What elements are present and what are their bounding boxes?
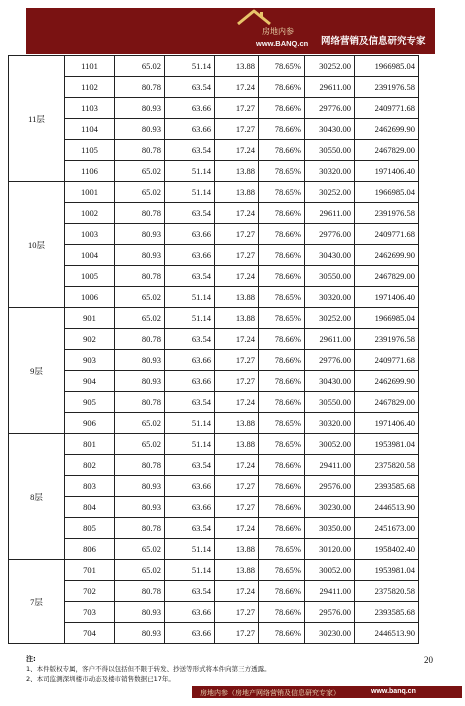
table-cell: 78.66% (259, 623, 305, 644)
table-row (9, 308, 419, 329)
floor-label: 8层 (9, 434, 65, 560)
table-cell: 2467829.00 (355, 392, 419, 413)
unit-number: 701 (65, 560, 115, 581)
table-cell: 13.88 (215, 413, 259, 434)
table-cell: 2462699.90 (355, 245, 419, 266)
table-cell: 29776.00 (305, 224, 355, 245)
unit-number: 903 (65, 350, 115, 371)
table-row (9, 266, 419, 287)
table-cell: 30350.00 (305, 518, 355, 539)
table-cell: 78.65% (259, 413, 305, 434)
units-table (8, 55, 419, 644)
table-cell: 63.54 (165, 392, 215, 413)
table-cell: 13.88 (215, 434, 259, 455)
table-cell: 30320.00 (305, 287, 355, 308)
unit-number: 1001 (65, 182, 115, 203)
table-cell: 63.54 (165, 77, 215, 98)
unit-number: 702 (65, 581, 115, 602)
table-cell: 63.54 (165, 329, 215, 350)
table-cell: 30252.00 (305, 56, 355, 77)
table-cell: 65.02 (115, 161, 165, 182)
table-cell: 80.78 (115, 77, 165, 98)
table-cell: 63.54 (165, 455, 215, 476)
unit-number: 905 (65, 392, 115, 413)
table-cell: 51.14 (165, 434, 215, 455)
table-cell: 13.88 (215, 308, 259, 329)
table-cell: 30252.00 (305, 182, 355, 203)
table-cell: 17.27 (215, 119, 259, 140)
unit-number: 902 (65, 329, 115, 350)
table-cell: 2393585.68 (355, 602, 419, 623)
table-cell: 30430.00 (305, 371, 355, 392)
table-cell: 29776.00 (305, 350, 355, 371)
table-cell: 51.14 (165, 560, 215, 581)
unit-number: 805 (65, 518, 115, 539)
table-cell: 78.66% (259, 77, 305, 98)
floor-label: 9层 (9, 308, 65, 434)
table-cell: 65.02 (115, 560, 165, 581)
table-cell: 17.27 (215, 602, 259, 623)
table-row (9, 98, 419, 119)
table-row (9, 56, 419, 77)
table-cell: 78.66% (259, 119, 305, 140)
table-cell: 63.66 (165, 476, 215, 497)
table-cell: 78.66% (259, 266, 305, 287)
table-cell: 1966985.04 (355, 308, 419, 329)
table-cell: 1966985.04 (355, 182, 419, 203)
table-cell: 78.65% (259, 434, 305, 455)
table-cell: 30430.00 (305, 119, 355, 140)
table-cell: 51.14 (165, 413, 215, 434)
table-cell: 30052.00 (305, 434, 355, 455)
table-cell: 63.66 (165, 497, 215, 518)
table-cell: 78.66% (259, 245, 305, 266)
table-cell: 78.65% (259, 56, 305, 77)
unit-number: 1003 (65, 224, 115, 245)
table-cell: 65.02 (115, 56, 165, 77)
table-cell: 1971406.40 (355, 161, 419, 182)
table-cell: 17.27 (215, 98, 259, 119)
table-cell: 2446513.90 (355, 497, 419, 518)
table-cell: 78.65% (259, 182, 305, 203)
table-cell: 78.65% (259, 287, 305, 308)
table-cell: 30052.00 (305, 560, 355, 581)
table-cell: 63.54 (165, 266, 215, 287)
table-cell: 17.27 (215, 497, 259, 518)
unit-number: 804 (65, 497, 115, 518)
table-row (9, 203, 419, 224)
unit-number: 1103 (65, 98, 115, 119)
table-cell: 80.93 (115, 623, 165, 644)
table-cell: 78.66% (259, 98, 305, 119)
table-cell: 13.88 (215, 182, 259, 203)
table-cell: 17.27 (215, 245, 259, 266)
table-cell: 29576.00 (305, 476, 355, 497)
table-row (9, 245, 419, 266)
notes-label: 注: (26, 655, 36, 663)
table-cell: 65.02 (115, 413, 165, 434)
table-cell: 80.78 (115, 455, 165, 476)
table-row (9, 581, 419, 602)
table-cell: 51.14 (165, 287, 215, 308)
floor-label: 10层 (9, 182, 65, 308)
floor-label: 7层 (9, 560, 65, 644)
table-cell: 63.54 (165, 203, 215, 224)
table-cell: 17.24 (215, 392, 259, 413)
table-cell: 17.27 (215, 476, 259, 497)
table-cell: 65.02 (115, 182, 165, 203)
table-cell: 13.88 (215, 161, 259, 182)
page-number: 20 (424, 655, 433, 665)
unit-number: 906 (65, 413, 115, 434)
table-cell: 17.27 (215, 224, 259, 245)
table-cell: 78.66% (259, 392, 305, 413)
table-row (9, 560, 419, 581)
unit-number: 802 (65, 455, 115, 476)
table-cell: 80.93 (115, 497, 165, 518)
table-cell: 78.66% (259, 497, 305, 518)
table-cell: 17.24 (215, 266, 259, 287)
table-cell: 2393585.68 (355, 476, 419, 497)
table-cell: 2391976.58 (355, 77, 419, 98)
unit-number: 704 (65, 623, 115, 644)
table-cell: 2462699.90 (355, 371, 419, 392)
table-cell: 2446513.90 (355, 623, 419, 644)
unit-number: 1006 (65, 287, 115, 308)
table-cell: 29611.00 (305, 329, 355, 350)
table-cell: 2467829.00 (355, 266, 419, 287)
table-cell: 30252.00 (305, 308, 355, 329)
unit-number: 1002 (65, 203, 115, 224)
table-cell: 30320.00 (305, 413, 355, 434)
table-cell: 63.54 (165, 140, 215, 161)
table-cell: 30430.00 (305, 245, 355, 266)
table-cell: 13.88 (215, 539, 259, 560)
notes (26, 654, 418, 684)
table-cell: 30550.00 (305, 392, 355, 413)
table-cell: 80.93 (115, 476, 165, 497)
table-row (9, 518, 419, 539)
table-cell: 2391976.58 (355, 329, 419, 350)
table-cell: 78.65% (259, 161, 305, 182)
table-cell: 80.78 (115, 266, 165, 287)
table-cell: 17.24 (215, 581, 259, 602)
table-cell: 63.66 (165, 602, 215, 623)
table-cell: 78.65% (259, 539, 305, 560)
table-cell: 80.78 (115, 203, 165, 224)
house-roof-icon (236, 8, 272, 28)
unit-number: 1104 (65, 119, 115, 140)
table-row (9, 329, 419, 350)
table-cell: 78.66% (259, 224, 305, 245)
table-cell: 63.66 (165, 245, 215, 266)
unit-number: 1105 (65, 140, 115, 161)
table-cell: 13.88 (215, 287, 259, 308)
table-row (9, 476, 419, 497)
table-cell: 2409771.68 (355, 224, 419, 245)
table-row (9, 371, 419, 392)
table-cell: 51.14 (165, 539, 215, 560)
table-cell: 51.14 (165, 56, 215, 77)
table-cell: 17.24 (215, 518, 259, 539)
table-cell: 2375820.58 (355, 581, 419, 602)
table-cell: 2462699.90 (355, 119, 419, 140)
table-cell: 1958402.40 (355, 539, 419, 560)
table-row (9, 119, 419, 140)
table-cell: 63.66 (165, 98, 215, 119)
footer-text: 房地内参（房地产网络营销及信息研究专家） (200, 689, 340, 697)
table-cell: 29411.00 (305, 581, 355, 602)
header-banner (26, 8, 435, 54)
logo-text: 房地内参 (262, 27, 294, 36)
table-cell: 65.02 (115, 287, 165, 308)
note-item-1: 1、本件版权专属，客户不得以包括但不限于转发、抄送等形式将本件向第三方透露。 (26, 665, 271, 673)
table-cell: 63.66 (165, 224, 215, 245)
header-title: 网络营销及信息研究专家 (321, 36, 426, 47)
table-cell: 63.66 (165, 371, 215, 392)
table-cell: 65.02 (115, 308, 165, 329)
unit-number: 901 (65, 308, 115, 329)
table-cell: 78.65% (259, 308, 305, 329)
table-cell: 63.54 (165, 581, 215, 602)
table-cell: 80.93 (115, 98, 165, 119)
unit-number: 904 (65, 371, 115, 392)
table-row (9, 224, 419, 245)
table-cell: 1953981.04 (355, 560, 419, 581)
table-cell: 30230.00 (305, 497, 355, 518)
table-cell: 78.66% (259, 203, 305, 224)
table-cell: 29576.00 (305, 602, 355, 623)
footer-url: www.banq.cn (371, 688, 416, 695)
table-row (9, 623, 419, 644)
table-cell: 1971406.40 (355, 413, 419, 434)
table-cell: 29611.00 (305, 203, 355, 224)
table-cell: 78.66% (259, 350, 305, 371)
unit-number: 703 (65, 602, 115, 623)
table-row (9, 434, 419, 455)
table-cell: 29776.00 (305, 98, 355, 119)
unit-number: 803 (65, 476, 115, 497)
table-cell: 51.14 (165, 308, 215, 329)
table-cell: 80.78 (115, 392, 165, 413)
table-cell: 17.24 (215, 203, 259, 224)
table-cell: 78.66% (259, 581, 305, 602)
unit-number: 1005 (65, 266, 115, 287)
table-cell: 1953981.04 (355, 434, 419, 455)
table-row (9, 602, 419, 623)
table-cell: 17.27 (215, 623, 259, 644)
table-cell: 80.93 (115, 224, 165, 245)
table-cell: 65.02 (115, 539, 165, 560)
table-cell: 65.02 (115, 434, 165, 455)
table-cell: 80.93 (115, 350, 165, 371)
table-cell: 30230.00 (305, 623, 355, 644)
table-cell: 80.78 (115, 329, 165, 350)
table-cell: 13.88 (215, 560, 259, 581)
table-cell: 63.54 (165, 518, 215, 539)
table-cell: 80.93 (115, 602, 165, 623)
table-row (9, 161, 419, 182)
table-cell: 80.78 (115, 581, 165, 602)
table-cell: 78.65% (259, 560, 305, 581)
table-cell: 78.66% (259, 518, 305, 539)
table-cell: 29411.00 (305, 455, 355, 476)
table-cell: 80.78 (115, 140, 165, 161)
table-cell: 51.14 (165, 161, 215, 182)
table-cell: 13.88 (215, 56, 259, 77)
table-cell: 78.66% (259, 371, 305, 392)
table-cell: 63.66 (165, 623, 215, 644)
table-row (9, 539, 419, 560)
table-cell: 78.66% (259, 602, 305, 623)
table-cell: 2451673.00 (355, 518, 419, 539)
table-cell: 80.93 (115, 119, 165, 140)
table-cell: 17.24 (215, 455, 259, 476)
floor-label: 11层 (9, 56, 65, 182)
unit-number: 1106 (65, 161, 115, 182)
table-row (9, 77, 419, 98)
table-row (9, 392, 419, 413)
table-row (9, 413, 419, 434)
unit-number: 801 (65, 434, 115, 455)
unit-number: 1004 (65, 245, 115, 266)
table-cell: 78.66% (259, 476, 305, 497)
unit-number: 1101 (65, 56, 115, 77)
table-cell: 63.66 (165, 350, 215, 371)
table-cell: 17.24 (215, 329, 259, 350)
table-cell: 78.66% (259, 329, 305, 350)
table-row (9, 287, 419, 308)
table-row (9, 497, 419, 518)
table-cell: 1966985.04 (355, 56, 419, 77)
table-cell: 51.14 (165, 182, 215, 203)
table-row (9, 140, 419, 161)
logo-url: www.BANQ.cn (256, 39, 309, 48)
unit-number: 1102 (65, 77, 115, 98)
table-cell: 63.66 (165, 119, 215, 140)
table-cell: 17.24 (215, 140, 259, 161)
unit-number: 806 (65, 539, 115, 560)
table-cell: 17.24 (215, 77, 259, 98)
table-cell: 29611.00 (305, 77, 355, 98)
table-row (9, 182, 419, 203)
table-cell: 80.78 (115, 518, 165, 539)
table-cell: 17.27 (215, 371, 259, 392)
table-cell: 2409771.68 (355, 350, 419, 371)
note-item-2: 2、本司监测深圳楼市动态及楼市销售数据已17年。 (26, 675, 175, 683)
table-cell: 30320.00 (305, 161, 355, 182)
table-cell: 30550.00 (305, 266, 355, 287)
table-cell: 78.66% (259, 140, 305, 161)
table-cell: 78.66% (259, 455, 305, 476)
units-table-body (9, 56, 419, 644)
table-cell: 2375820.58 (355, 455, 419, 476)
table-cell: 80.93 (115, 371, 165, 392)
table-cell: 2409771.68 (355, 98, 419, 119)
table-cell: 80.93 (115, 245, 165, 266)
table-cell: 30120.00 (305, 539, 355, 560)
table-cell: 2467829.00 (355, 140, 419, 161)
table-cell: 1971406.40 (355, 287, 419, 308)
table-row (9, 455, 419, 476)
table-cell: 17.27 (215, 350, 259, 371)
table-cell: 30550.00 (305, 140, 355, 161)
table-cell: 2391976.58 (355, 203, 419, 224)
table-row (9, 350, 419, 371)
